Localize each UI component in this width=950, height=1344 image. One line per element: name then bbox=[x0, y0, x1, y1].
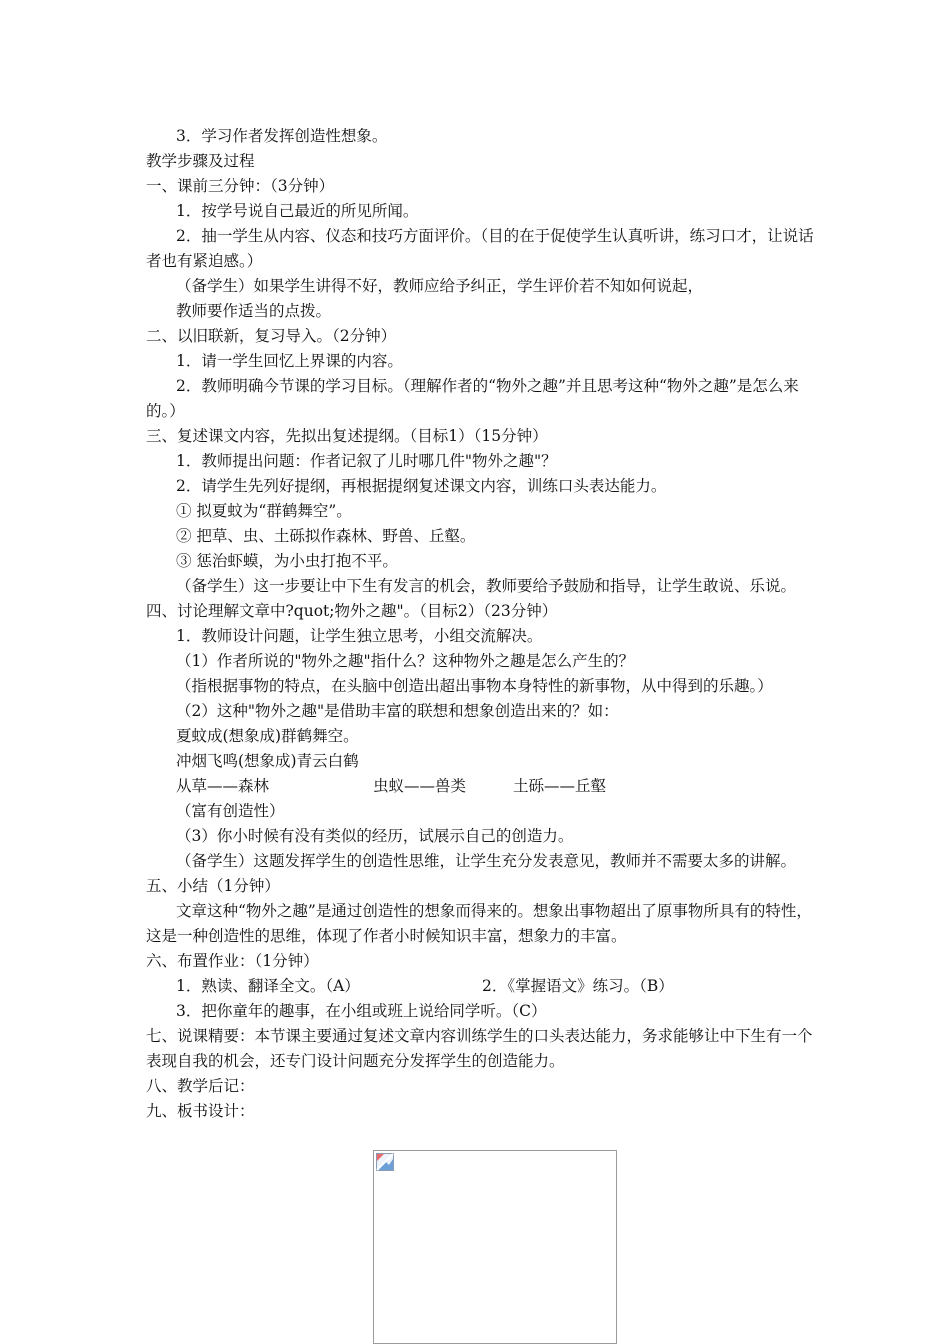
text-line: （2）这种"物外之趣"是借助丰富的联想和想象创造出来的？如： bbox=[176, 702, 619, 720]
homework-b: 2．《掌握语文》练习。（B） bbox=[482, 977, 674, 995]
text-paragraph: 文章这种“物外之趣”是通过创造性的想象而得来的。想象出事物超出了原事物所具有的特性，这是一种创造性的思维，体现了作者小时候知识丰富，想象力的丰富。 bbox=[146, 902, 812, 945]
section-heading-3: 三、复述课文内容，先拟出复述提纲。（目标1）（15分钟） bbox=[146, 427, 548, 445]
section-heading-1: 一、课前三分钟：（3分钟） bbox=[146, 177, 335, 195]
text-paragraph: （备学生）这一步要让中下生有发言的机会，教师要给予鼓励和指导，让学生敢说、乐说。 bbox=[176, 577, 797, 595]
list-item: ③ 惩治虾蟆，为小虫打抱不平。 bbox=[176, 552, 398, 570]
homework-a: 1．熟读、翻译全文。（A） bbox=[176, 977, 360, 995]
text-line: 夏蚊成(想象成)群鹤舞空。 bbox=[176, 727, 359, 745]
section-heading-2: 二、以旧联新，复习导入。（2分钟） bbox=[146, 327, 397, 345]
list-item: ② 把草、虫、土砾拟作森林、野兽、丘壑。 bbox=[176, 527, 476, 545]
text-line: 1．请一学生回忆上界课的内容。 bbox=[176, 352, 403, 370]
analogy-grass: 从草——森林 bbox=[176, 777, 270, 795]
section-heading-5: 五、小结（1分钟） bbox=[146, 877, 280, 895]
section-heading-steps: 教学步骤及过程 bbox=[146, 152, 255, 170]
homework-row bbox=[146, 974, 816, 999]
analogy-insect: 虫蚁——兽类 bbox=[373, 777, 467, 795]
text-line: 1．按学号说自己最近的所见所闻。 bbox=[176, 202, 419, 220]
section-heading-7: 七、说课精要：本节课主要通过复述文章内容训练学生的口头表达能力，务求能够让中下生有一个表现自我的机会，还专门设计问题充分发挥学生的创造能力。 bbox=[146, 1027, 813, 1070]
section-heading-8: 八、教学后记： bbox=[146, 1077, 255, 1095]
lesson-plan-document bbox=[146, 124, 816, 1124]
homework-c: 3．把你童年的趣事，在小组或班上说给同学听。（C） bbox=[176, 1002, 547, 1020]
broken-image-icon bbox=[376, 1153, 394, 1171]
analogy-row bbox=[146, 774, 816, 799]
text-line: 1．教师提出问题：作者记叙了儿时哪几件"物外之趣"？ bbox=[176, 452, 557, 470]
text-line: （备学生）如果学生讲得不好，教师应给予纠正，学生评价若不知如何说起， bbox=[176, 277, 704, 295]
text-line: 2．请学生先列好提纲，再根据提纲复述课文内容，训练口头表达能力。 bbox=[176, 477, 667, 495]
section-heading-6: 六、布置作业：（1分钟） bbox=[146, 952, 319, 970]
text-line: 冲烟飞鸣(想象成)青云白鹤 bbox=[176, 752, 359, 770]
text-paragraph: 2．抽一学生从内容、仪态和技巧方面评价。（目的在于促使学生认真听讲，练习口才，让说话者也有紧迫感。） bbox=[146, 227, 814, 270]
analogy-gravel: 土砾——丘壑 bbox=[513, 777, 607, 795]
board-design-image bbox=[373, 1150, 617, 1344]
text-line: （3）你小时候有没有类似的经历，试展示自己的创造力。 bbox=[176, 827, 574, 845]
text-paragraph: （指根据事物的特点，在头脑中创造出超出事物本身特性的新事物，从中得到的乐趣。） bbox=[176, 677, 773, 695]
text-line: （1）作者所说的"物外之趣"指什么？这种物外之趣是怎么产生的？ bbox=[176, 652, 635, 670]
text-line: 1．教师设计问题，让学生独立思考，小组交流解决。 bbox=[176, 627, 543, 645]
section-heading-9: 九、板书设计： bbox=[146, 1102, 255, 1120]
text-line: （富有创造性） bbox=[176, 802, 285, 820]
text-paragraph: 2．教师明确今节课的学习目标。（理解作者的“物外之趣”并且思考这种“物外之趣”是怎么来的。） bbox=[146, 377, 799, 420]
goal-3: 3．学习作者发挥创造性想象。 bbox=[176, 127, 388, 145]
list-item: ① 拟夏蚊为“群鹤舞空”。 bbox=[176, 502, 352, 520]
text-line: 教师要作适当的点拨。 bbox=[176, 302, 332, 320]
section-heading-4: 四、讨论理解文章中?quot;物外之趣"。（目标2）（23分钟） bbox=[146, 602, 558, 620]
text-paragraph: （备学生）这题发挥学生的创造性思维，让学生充分发表意见，教师并不需要太多的讲解。 bbox=[176, 852, 797, 870]
